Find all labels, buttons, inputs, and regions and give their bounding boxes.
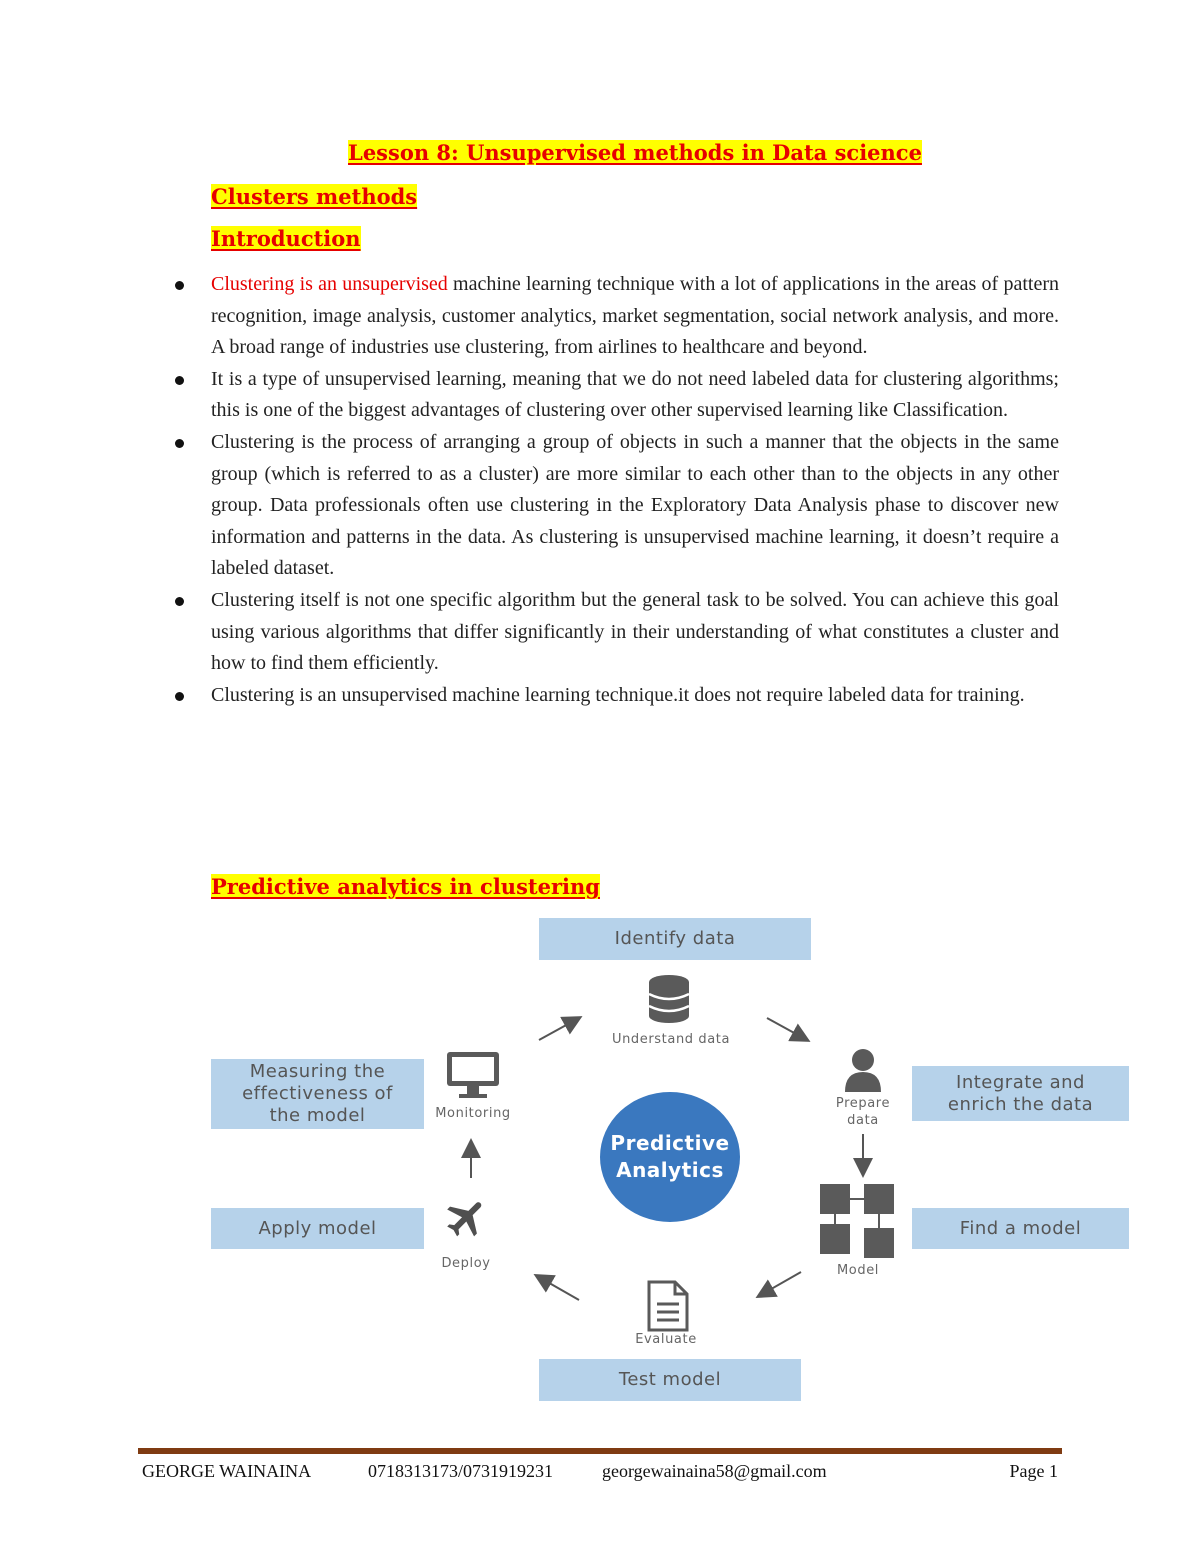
- bullet-item: Clustering itself is not one specific algorithm but the general task to be solved. You can achieve this goal using various algorithms that differ significantly in their understanding of what constitutes a cluster and how to find them efficiently.: [211, 585, 1059, 680]
- step-prepare-data: Prepare data: [835, 1096, 891, 1128]
- step-deploy: Deploy: [441, 1256, 491, 1271]
- introduction-bullet-list: [211, 269, 1059, 711]
- step-evaluate: Evaluate: [635, 1332, 697, 1347]
- monitor-icon: [445, 1050, 501, 1100]
- footer-page-number: Page 1: [1009, 1461, 1058, 1481]
- section-heading-introduction: Introduction: [211, 226, 361, 251]
- predictive-analytics-circle: Predictive Analytics: [600, 1092, 740, 1222]
- bullet-item: Clustering is an unsupervised machine learning technique.it does not require labeled data for training.: [211, 680, 1059, 712]
- bullet-item: Clustering is an unsupervised machine learning technique with a lot of applications in the areas of pattern recognition, image analysis, customer analytics, market segmentation, social network analysis, and more. A broad range of industries use clustering, from airlines to healthcare and beyond.: [211, 269, 1059, 364]
- document-title: Lesson 8: Unsupervised methods in Data science: [348, 140, 922, 165]
- box-measuring-effectiveness: Measuring the effectiveness of the model: [211, 1059, 424, 1129]
- footer-rule: [138, 1448, 1062, 1454]
- arrow-evaluate-to-deploy: [537, 1276, 579, 1300]
- person-icon: [843, 1048, 883, 1092]
- box-identify-data: Identify data: [539, 918, 811, 960]
- step-understand-data: Understand data: [611, 1032, 731, 1047]
- box-test-model: Test model: [539, 1359, 801, 1401]
- step-monitoring: Monitoring: [435, 1106, 511, 1121]
- section-heading-predictive: Predictive analytics in clustering: [211, 874, 600, 899]
- bullet-item: It is a type of unsupervised learning, meaning that we do not need labeled data for clustering algorithms; this is one of the biggest advantages of clustering over other supervised learning like Classification.: [211, 364, 1059, 427]
- arrow-understand-to-prepare: [767, 1018, 807, 1040]
- footer-email: georgewainaina58@gmail.com: [602, 1461, 827, 1481]
- footer-author: GEORGE WAINAINA: [142, 1461, 312, 1481]
- document-icon: [645, 1280, 691, 1332]
- model-blocks-icon: [818, 1182, 898, 1260]
- arrow-model-to-evaluate: [759, 1272, 801, 1296]
- bullet-item: Clustering is the process of arranging a group of objects in such a manner that the objects in the same group (which is referred to as a cluster) are more similar to each other than to the objects in any other group. Data professionals often use clustering in the Exploratory Data Analysis phase to discover new information and patterns in the data. As clustering is unsupervised machine learning, it doesn’t require a labeled dataset.: [211, 427, 1059, 585]
- airplane-icon: [441, 1194, 493, 1242]
- section-heading-clusters: Clusters methods: [211, 184, 418, 209]
- box-integrate-enrich: Integrate and enrich the data: [912, 1066, 1129, 1121]
- predictive-analytics-diagram: [211, 916, 1129, 1406]
- box-apply-model: Apply model: [211, 1208, 424, 1249]
- footer-phones: 0718313173/0731919231: [368, 1461, 554, 1481]
- database-icon: [647, 974, 691, 1024]
- arrow-monitor-to-understand: [539, 1018, 579, 1040]
- box-find-model: Find a model: [912, 1208, 1129, 1249]
- step-model: Model: [836, 1263, 880, 1278]
